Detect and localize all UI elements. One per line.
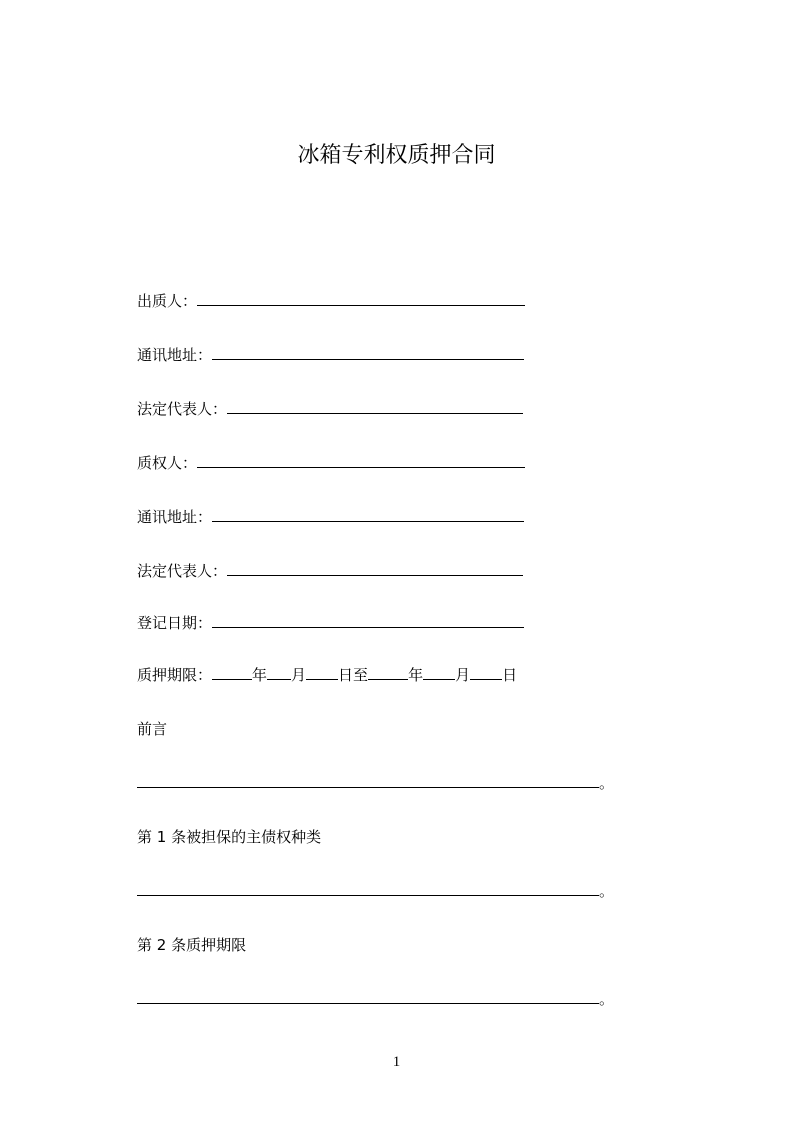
section-heading-preface: 前言 [137, 720, 168, 738]
section-heading-article-1: 第 1 条被担保的主债权种类 [137, 828, 322, 846]
blank-line [368, 665, 408, 680]
blank-line [137, 881, 599, 896]
end-mark: 。 [599, 990, 615, 1008]
year-label: 年 [252, 666, 268, 684]
field-label: 质权人： [137, 454, 198, 472]
blank-line [306, 665, 338, 680]
blank-line [212, 665, 252, 680]
field-label: 法定代表人： [137, 400, 228, 418]
blank-line [267, 665, 291, 680]
field-pledgee-address [137, 506, 524, 528]
blank-line [470, 665, 502, 680]
blank-line [212, 345, 524, 360]
day-label: 日 [502, 666, 518, 684]
page-number: 1 [392, 1054, 401, 1070]
field-label: 登记日期： [137, 614, 213, 632]
day-to-label: 日至 [338, 666, 369, 684]
section-heading-article-2: 第 2 条质押期限 [137, 936, 247, 954]
section-blank-preface [137, 772, 614, 794]
field-pledgor-representative [137, 398, 523, 420]
blank-line [197, 291, 525, 306]
blank-line [227, 561, 523, 576]
field-label: 出质人： [137, 292, 198, 310]
month-label: 月 [291, 666, 307, 684]
blank-line [197, 453, 525, 468]
section-blank-article-1 [137, 880, 614, 902]
blank-line [137, 989, 599, 1004]
field-pledgee-representative [137, 560, 523, 582]
document-title: 冰箱专利权质押合同 [297, 143, 496, 168]
end-mark: 。 [599, 774, 615, 792]
year-label: 年 [408, 666, 424, 684]
field-pledge-term [137, 664, 517, 686]
field-label: 通讯地址： [137, 508, 213, 526]
blank-line [137, 773, 599, 788]
field-pledgor-address [137, 344, 524, 366]
section-blank-article-2 [137, 988, 614, 1010]
end-mark: 。 [599, 882, 615, 900]
blank-line [212, 613, 524, 628]
field-pledgor [137, 290, 525, 312]
field-pledgee [137, 452, 525, 474]
blank-line [212, 507, 524, 522]
field-registration-date [137, 612, 524, 634]
field-label: 通讯地址： [137, 346, 213, 364]
blank-line [227, 399, 523, 414]
blank-line [423, 665, 455, 680]
month-label: 月 [455, 666, 471, 684]
field-label: 法定代表人： [137, 562, 228, 580]
field-label: 质押期限： [137, 666, 213, 684]
